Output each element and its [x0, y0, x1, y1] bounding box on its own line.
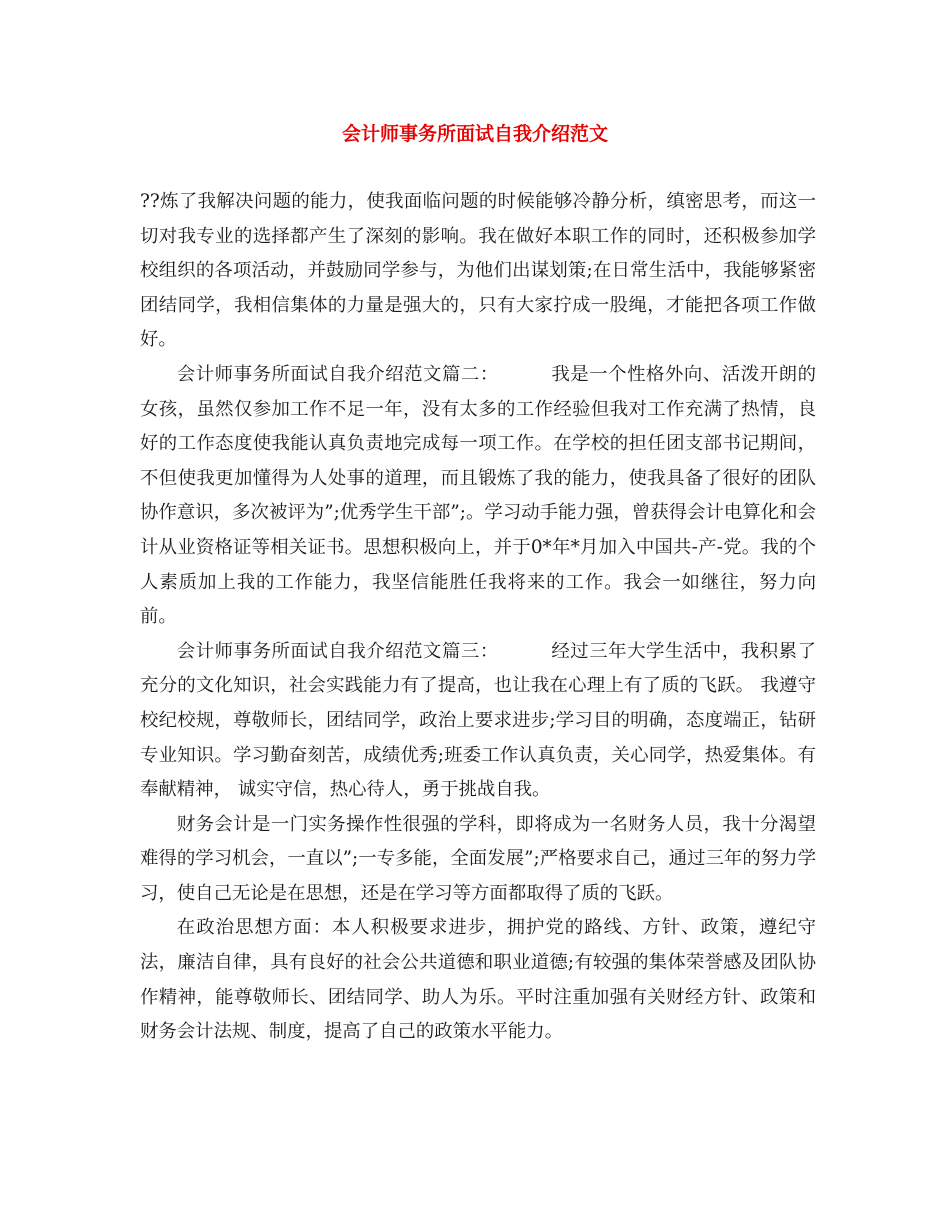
section-heading-2: 会计师事务所面试自我介绍范文篇二：	[176, 363, 499, 385]
paragraph-1-text: ??炼了我解决问题的能力，使我面临问题的时候能够冷静分析，缜密思考，而这一切对我专业的选择都产生了深刻的影响。我在做好本职工作的同时，还积极参加学校组织的各项活动，并鼓励同学参与，为他们出谋划策;在日常生活中，我能够紧密团结同学，我相信集体的力量是强大的，只有大家拧成一股绳，才能把各项工作做好。	[140, 191, 816, 351]
paragraph-2-text: 我是一个性格外向、活泼开朗的女孩，虽然仅参加工作不足一年，没有太多的工作经验但我对工作充满了热情，良好的工作态度使我能认真负责地完成每一项工作。在学校的担任团支部书记期间，不但使我更加懂得为人处事的道理，而且锻炼了我的能力，使我具备了很好的团队协作意识，多次被评为”;优秀学生干部”;。学习动手能力强，曾获得会计电算化和会计从业资格证等相关证书。思想积极向上，并于0*年*月加入中国共-产-党。我的个人素质加上我的工作能力，我坚信能胜任我将来的工作。我会一如继往，努力向前。	[140, 363, 816, 628]
paragraph-3-text: 经过三年大学生活中，我积累了充分的文化知识，社会实践能力有了提高，也让我在心理上有了质的飞跃。 我遵守校纪校规，尊敬师长，团结同学，政治上要求进步;学习目的明确，态度端正，钻研专业知识。学习勤奋刻苦，成绩优秀;班委工作认真负责，关心同学，热爱集体。有奉献精神， 诚实守信，热心待人，勇于挑战自我。	[140, 640, 816, 801]
paragraph-1	[140, 185, 816, 358]
paragraph-2	[140, 358, 816, 635]
section-heading-3: 会计师事务所面试自我介绍范文篇三：	[176, 640, 499, 662]
paragraph-4-text: 财务会计是一门实务操作性很强的学科，即将成为一名财务人员，我十分渴望难得的学习机会，一直以”;一专多能，全面发展”;严格要求自己，通过三年的努力学习，使自己无论是在思想，还是在学习等方面都取得了质的飞跃。	[140, 813, 816, 904]
document-body	[140, 185, 816, 1050]
document-title: 会计师事务所面试自我介绍范文	[341, 123, 608, 145]
paragraph-3	[140, 635, 816, 808]
paragraph-5	[140, 911, 816, 1049]
paragraph-4	[140, 808, 816, 912]
paragraph-5-text: 在政治思想方面：本人积极要求进步，拥护党的路线、方针、政策，遵纪守法，廉洁自律，具有良好的社会公共道德和职业道德;有较强的集体荣誉感及团队协作精神，能尊敬师长、团结同学、助人为乐。平时注重加强有关财经方针、政策和财务会计法规、制度，提高了自己的政策水平能力。	[140, 917, 816, 1043]
